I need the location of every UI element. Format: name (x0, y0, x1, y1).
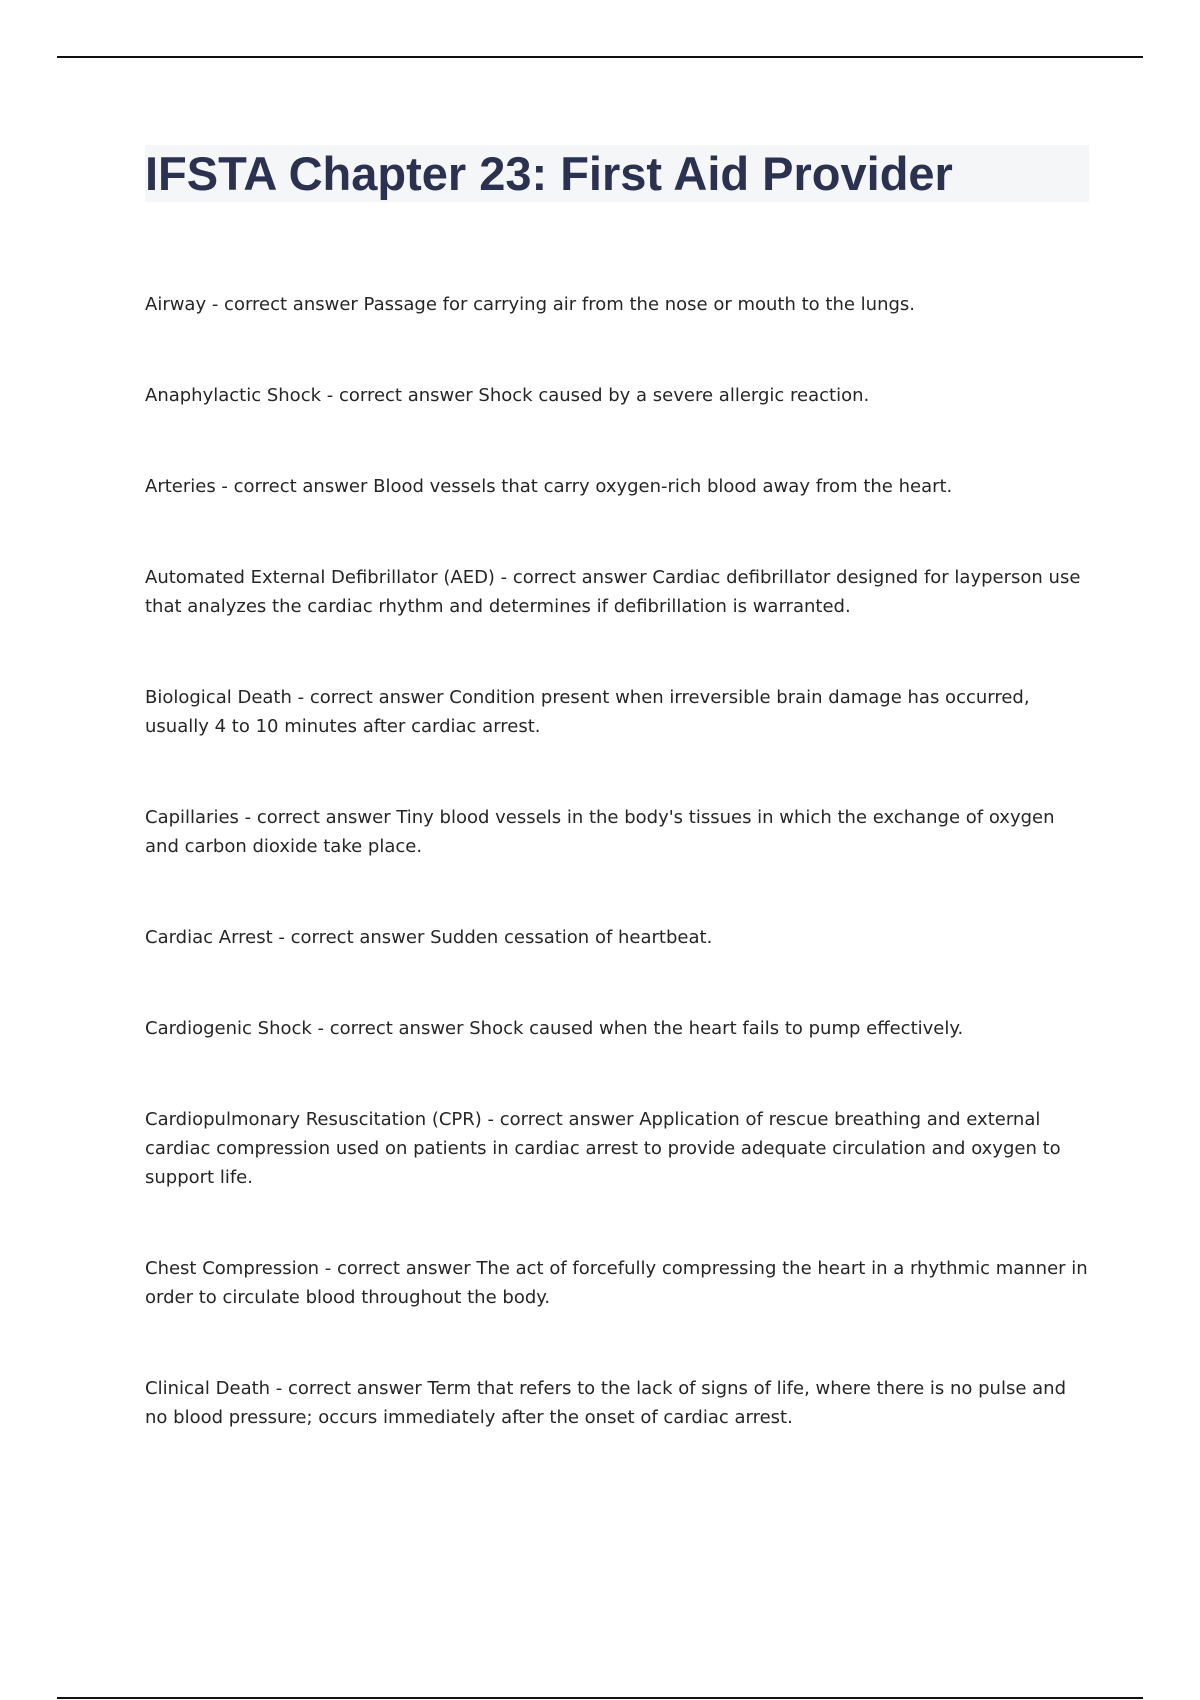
flashcard-entry: Capillaries - correct answer Tiny blood vessels in the body's tissues in which the exchange of oxygen and carbon dioxide take place. (145, 807, 1055, 857)
flashcard-entry: Cardiogenic Shock - correct answer Shock caused when the heart fails to pump effectively. (145, 1018, 964, 1039)
bottom-divider (57, 1697, 1143, 1699)
flashcard-entry: Arteries - correct answer Blood vessels that carry oxygen-rich blood away from the heart. (145, 476, 953, 497)
flashcard-entry: Automated External Defibrillator (AED) - correct answer Cardiac defibrillator designed for layperson use that analyzes the cardiac rhythm and determines if defibrillation is warranted. (145, 567, 1081, 617)
page-title: IFSTA Chapter 23: First Aid Provider (145, 147, 953, 200)
flashcard-entry: Cardiopulmonary Resuscitation (CPR) - correct answer Application of rescue breathing and external cardiac compression used on patients in cardiac arrest to provide adequate circulation and oxygen to support life. (145, 1109, 1061, 1188)
flashcard-entry: Biological Death - correct answer Condition present when irreversible brain damage has occurred, usually 4 to 10 minutes after cardiac arrest. (145, 687, 1030, 737)
flashcard-list (145, 290, 1090, 1432)
flashcard-entry: Clinical Death - correct answer Term that refers to the lack of signs of life, where there is no pulse and no blood pressure; occurs immediately after the onset of cardiac arrest. (145, 1378, 1066, 1428)
flashcard-entry: Cardiac Arrest - correct answer Sudden cessation of heartbeat. (145, 927, 713, 948)
flashcard-entry: Chest Compression - correct answer The act of forcefully compressing the heart in a rhythmic manner in order to circulate blood throughout the body. (145, 1258, 1088, 1308)
flashcard-entry: Airway - correct answer Passage for carrying air from the nose or mouth to the lungs. (145, 294, 916, 315)
top-divider (57, 56, 1143, 58)
flashcard-entry: Anaphylactic Shock - correct answer Shock caused by a severe allergic reaction. (145, 385, 870, 406)
